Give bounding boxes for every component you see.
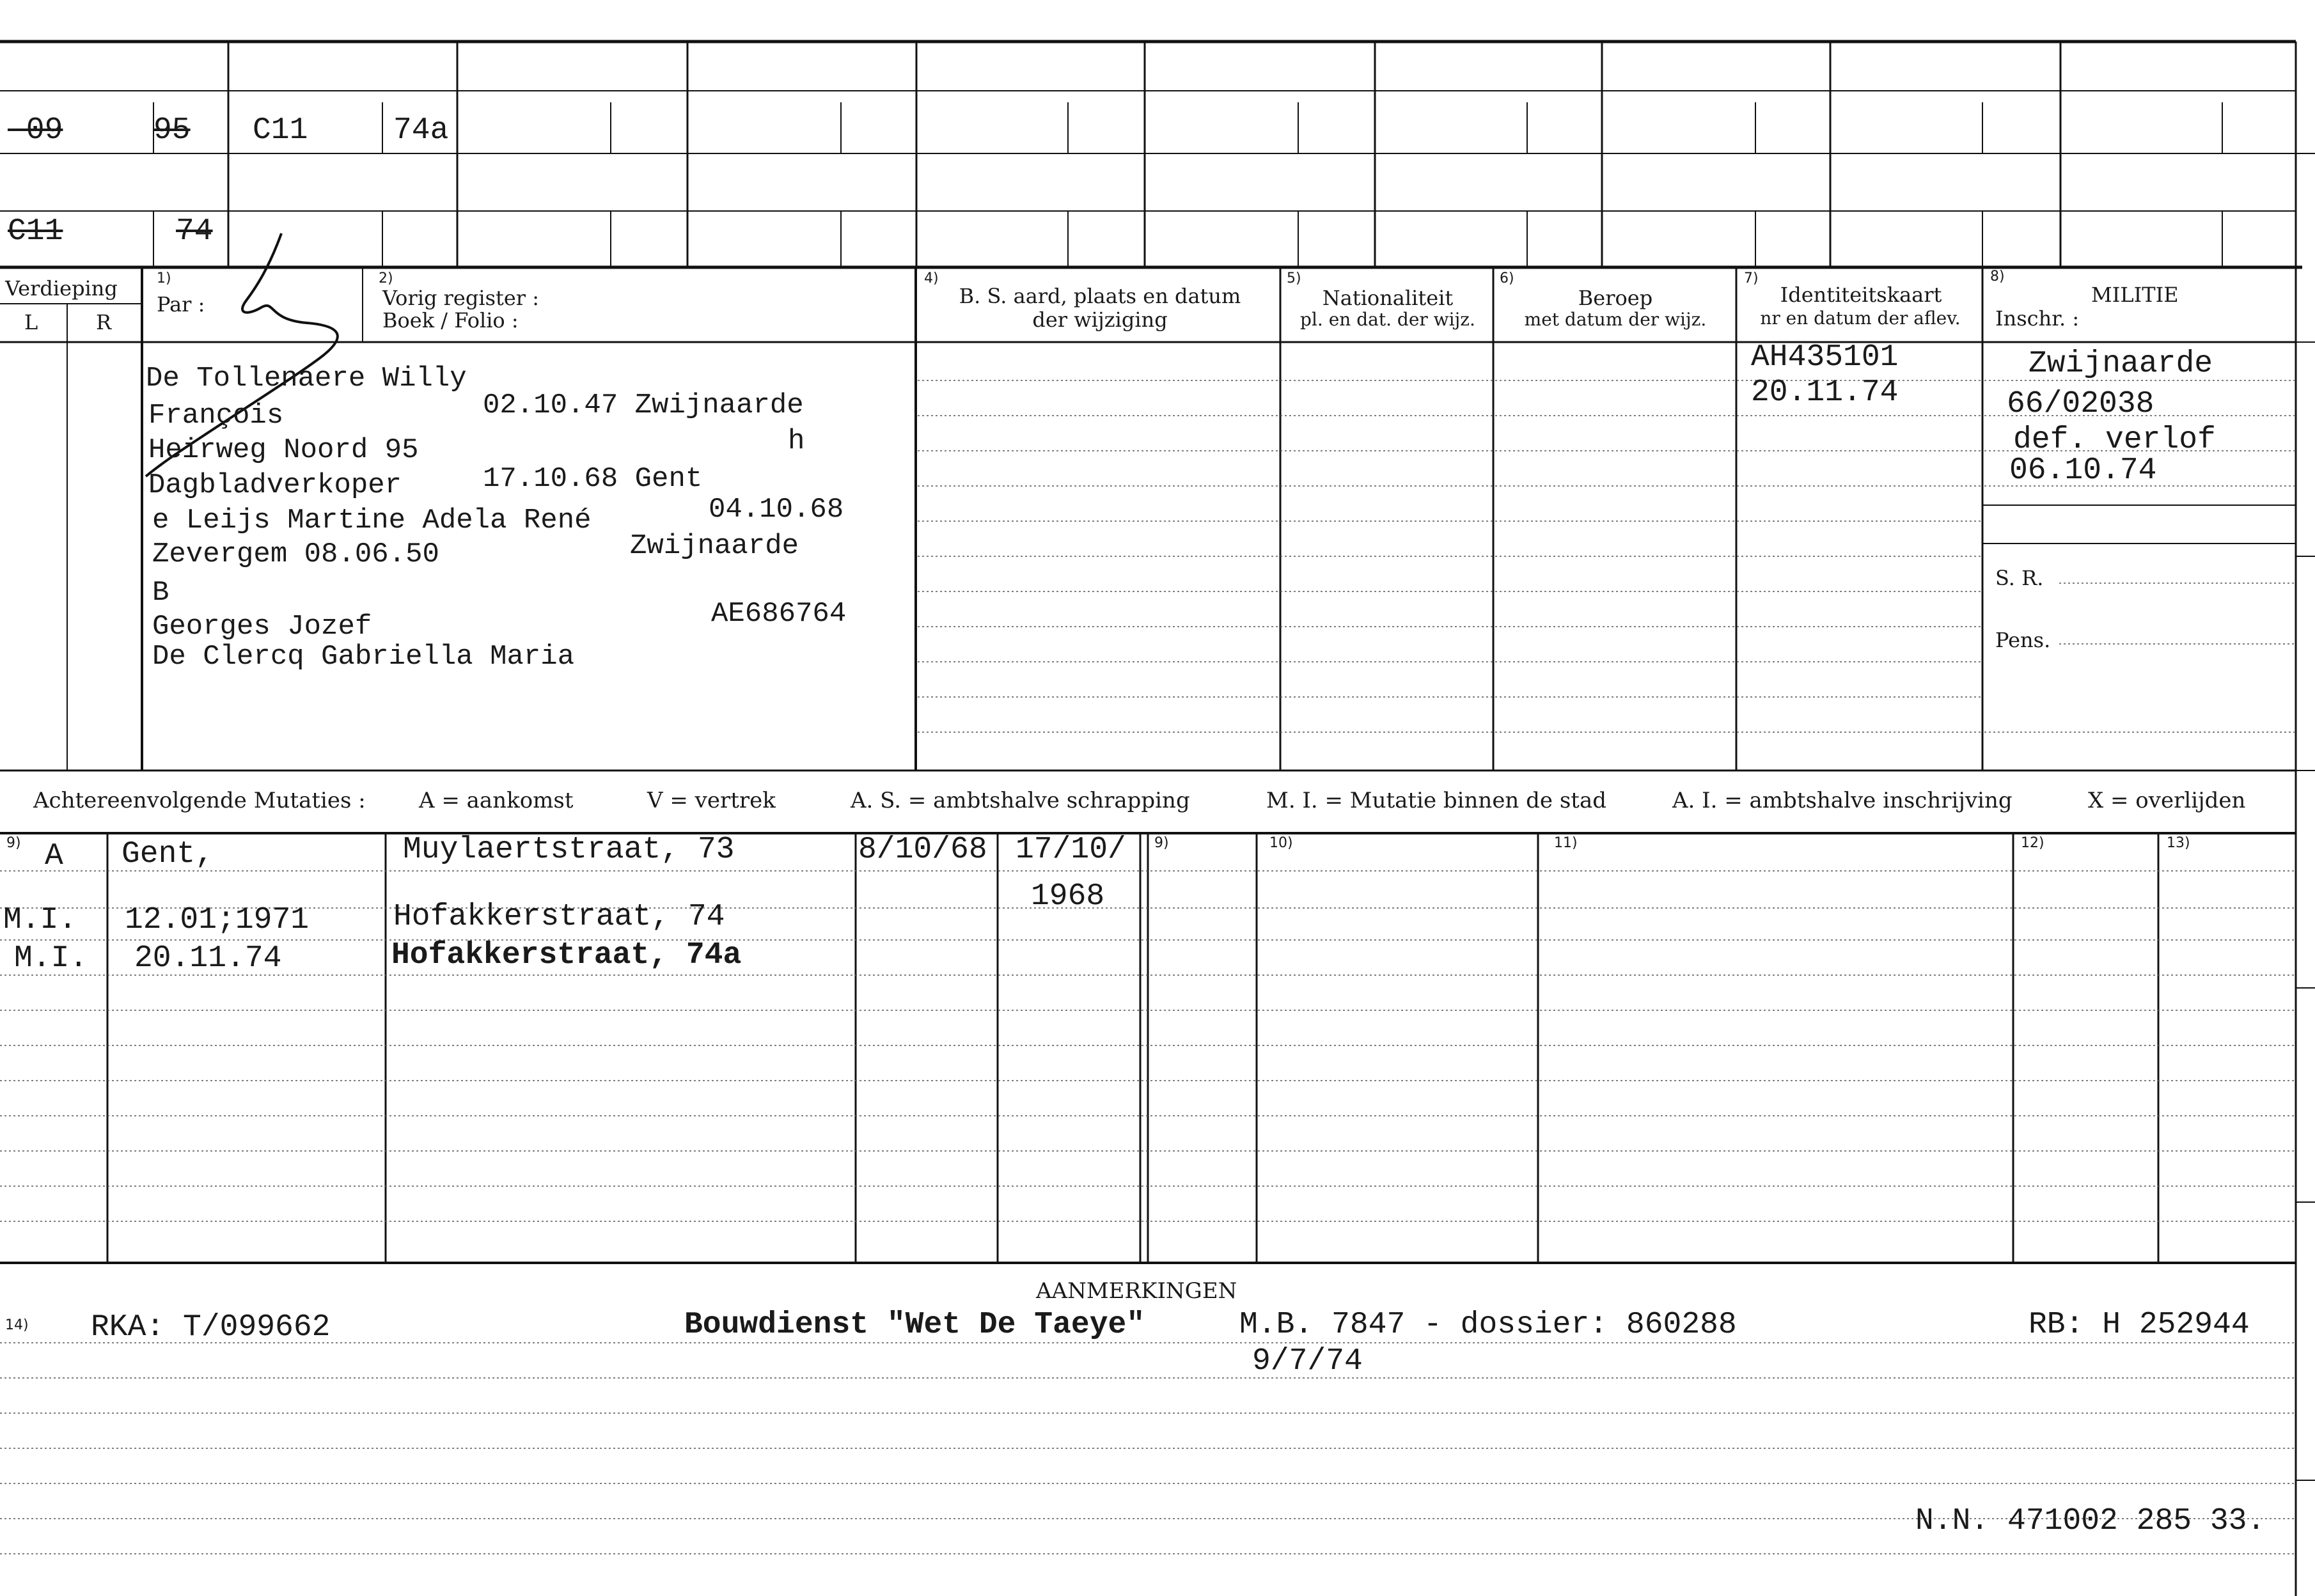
- person-nationality: B: [152, 577, 169, 609]
- verdieping-label: Verdieping: [5, 276, 118, 301]
- id-card-number: AH435101: [1751, 340, 1899, 375]
- mut-col9-num: 9): [6, 835, 21, 851]
- mutation-1-year: 1968: [1031, 879, 1105, 914]
- mutations-legend-title: Achtereenvolgende Mutaties :: [33, 788, 366, 813]
- col2-num: 2): [379, 270, 393, 286]
- top-value-d: 74a: [393, 113, 449, 148]
- col7-header-line2: nr en datum der aflev.: [1760, 308, 1961, 329]
- vorig-register-label: Vorig register :: [382, 286, 540, 310]
- mutation-3-type: M.I.: [14, 941, 88, 976]
- person-birth: 02.10.47 Zwijnaarde: [483, 389, 804, 421]
- boek-folio-label: Boek / Folio :: [382, 308, 519, 332]
- person-name: De Tollenaere Willy: [146, 363, 467, 395]
- mutation-1-date2: 17/10/: [1016, 833, 1126, 867]
- mut-col13-num: 13): [2167, 835, 2190, 851]
- par-label: Par :: [157, 292, 205, 317]
- legend-a: A = aankomst: [419, 788, 574, 813]
- person-job-date: 17.10.68 Gent: [483, 463, 703, 495]
- mut-col11-num: 11): [1554, 835, 1578, 851]
- mut-col10-num: 10): [1269, 835, 1293, 851]
- militie-title: MILITIE: [2091, 283, 2179, 307]
- person-marriage-place: Zwijnaarde: [630, 530, 799, 562]
- top-value-e: C11: [8, 214, 63, 249]
- legend-as: A. S. = ambtshalve schrapping: [851, 788, 1190, 813]
- person-job: Dagbladverkoper: [148, 469, 402, 501]
- pens-label: Pens.: [1995, 628, 2051, 652]
- top-value-f: 74: [176, 214, 213, 249]
- person-spouse: e Leijs Martine Adela René: [152, 505, 592, 536]
- col6-num: 6): [1500, 270, 1514, 286]
- legend-v: V = vertrek: [647, 788, 776, 813]
- mut-col12-num: 12): [2021, 835, 2044, 851]
- top-value-a: -09: [8, 113, 63, 148]
- person-father-id: AE686764: [711, 598, 847, 630]
- mutation-1-street: Muylaertstraat, 73: [403, 833, 735, 867]
- verdieping-l: L: [24, 310, 38, 334]
- col6-header-line2: met datum der wijz.: [1524, 309, 1707, 330]
- person-father: Georges Jozef: [152, 611, 372, 643]
- remarks-title: AANMERKINGEN: [1036, 1278, 1237, 1304]
- remarks-bouwdienst: Bouwdienst "Wet De Taeye": [684, 1308, 1145, 1342]
- inschr-label: Inschr. :: [1995, 306, 2080, 331]
- mutation-2-type: M.I.: [3, 903, 77, 937]
- person-mother: De Clercq Gabriella Maria: [152, 641, 575, 673]
- militie-number: 66/02038: [2007, 387, 2154, 421]
- col7-num: 7): [1744, 270, 1759, 286]
- col7-header-line1: Identiteitskaart: [1780, 283, 1942, 307]
- person-sex: h: [788, 425, 805, 457]
- mutation-1-type: A: [45, 839, 63, 873]
- militie-status: def. verlof: [2013, 423, 2216, 457]
- top-value-b: 95: [153, 113, 191, 148]
- id-card-date: 20.11.74: [1751, 375, 1899, 410]
- person-address: Heirweg Noord 95: [148, 434, 419, 466]
- col4-header-line2: der wijziging: [1032, 308, 1168, 332]
- legend-mi: M. I. = Mutatie binnen de stad: [1266, 788, 1606, 813]
- verdieping-r: R: [96, 310, 112, 334]
- col5-header-line1: Nationaliteit: [1322, 286, 1454, 310]
- militie-place: Zwijnaarde: [2029, 347, 2213, 381]
- person-firstname: François: [148, 400, 284, 432]
- person-marriage-date: 04.10.68: [709, 494, 844, 526]
- mutation-2-place: 12.01;1971: [125, 903, 310, 937]
- legend-x: X = overlijden: [2088, 788, 2246, 813]
- col6-header-line1: Beroep: [1578, 286, 1653, 310]
- mutation-1-date1: 8/10/68: [858, 833, 987, 867]
- mutation-3-place: 20.11.74: [134, 941, 282, 976]
- militie-date: 06.10.74: [2009, 453, 2157, 488]
- mutation-2-street: Hofakkerstraat, 74: [393, 900, 725, 934]
- legend-ai: A. I. = ambtshalve inschrijving: [1672, 788, 2013, 813]
- remarks-num: 14): [5, 1317, 29, 1333]
- remarks-mb: M.B. 7847 - dossier: 860288: [1239, 1308, 1737, 1342]
- remarks-rb: RB: H 252944: [2029, 1308, 2250, 1342]
- mut-col9b-num: 9): [1154, 835, 1169, 851]
- col8-num: 8): [1990, 269, 2005, 285]
- remarks-rka: RKA: T/099662: [91, 1310, 331, 1345]
- col4-num: 4): [924, 270, 939, 286]
- col1-num: 1): [157, 270, 171, 286]
- col4-header-line1: B. S. aard, plaats en datum: [959, 284, 1241, 308]
- remarks-mb-date: 9/7/74: [1252, 1344, 1363, 1379]
- mutation-1-place: Gent,: [122, 837, 214, 872]
- sr-label: S. R.: [1995, 566, 2044, 590]
- mutation-3-street: Hofakkerstraat, 74a: [391, 938, 742, 973]
- person-spouse-birth: Zevergem 08.06.50: [152, 538, 439, 570]
- col5-num: 5): [1287, 270, 1301, 286]
- remarks-nn: N.N. 471002 285 33.: [1915, 1504, 2266, 1538]
- col5-header-line2: pl. en dat. der wijz.: [1300, 309, 1475, 330]
- top-value-c: C11: [253, 113, 308, 148]
